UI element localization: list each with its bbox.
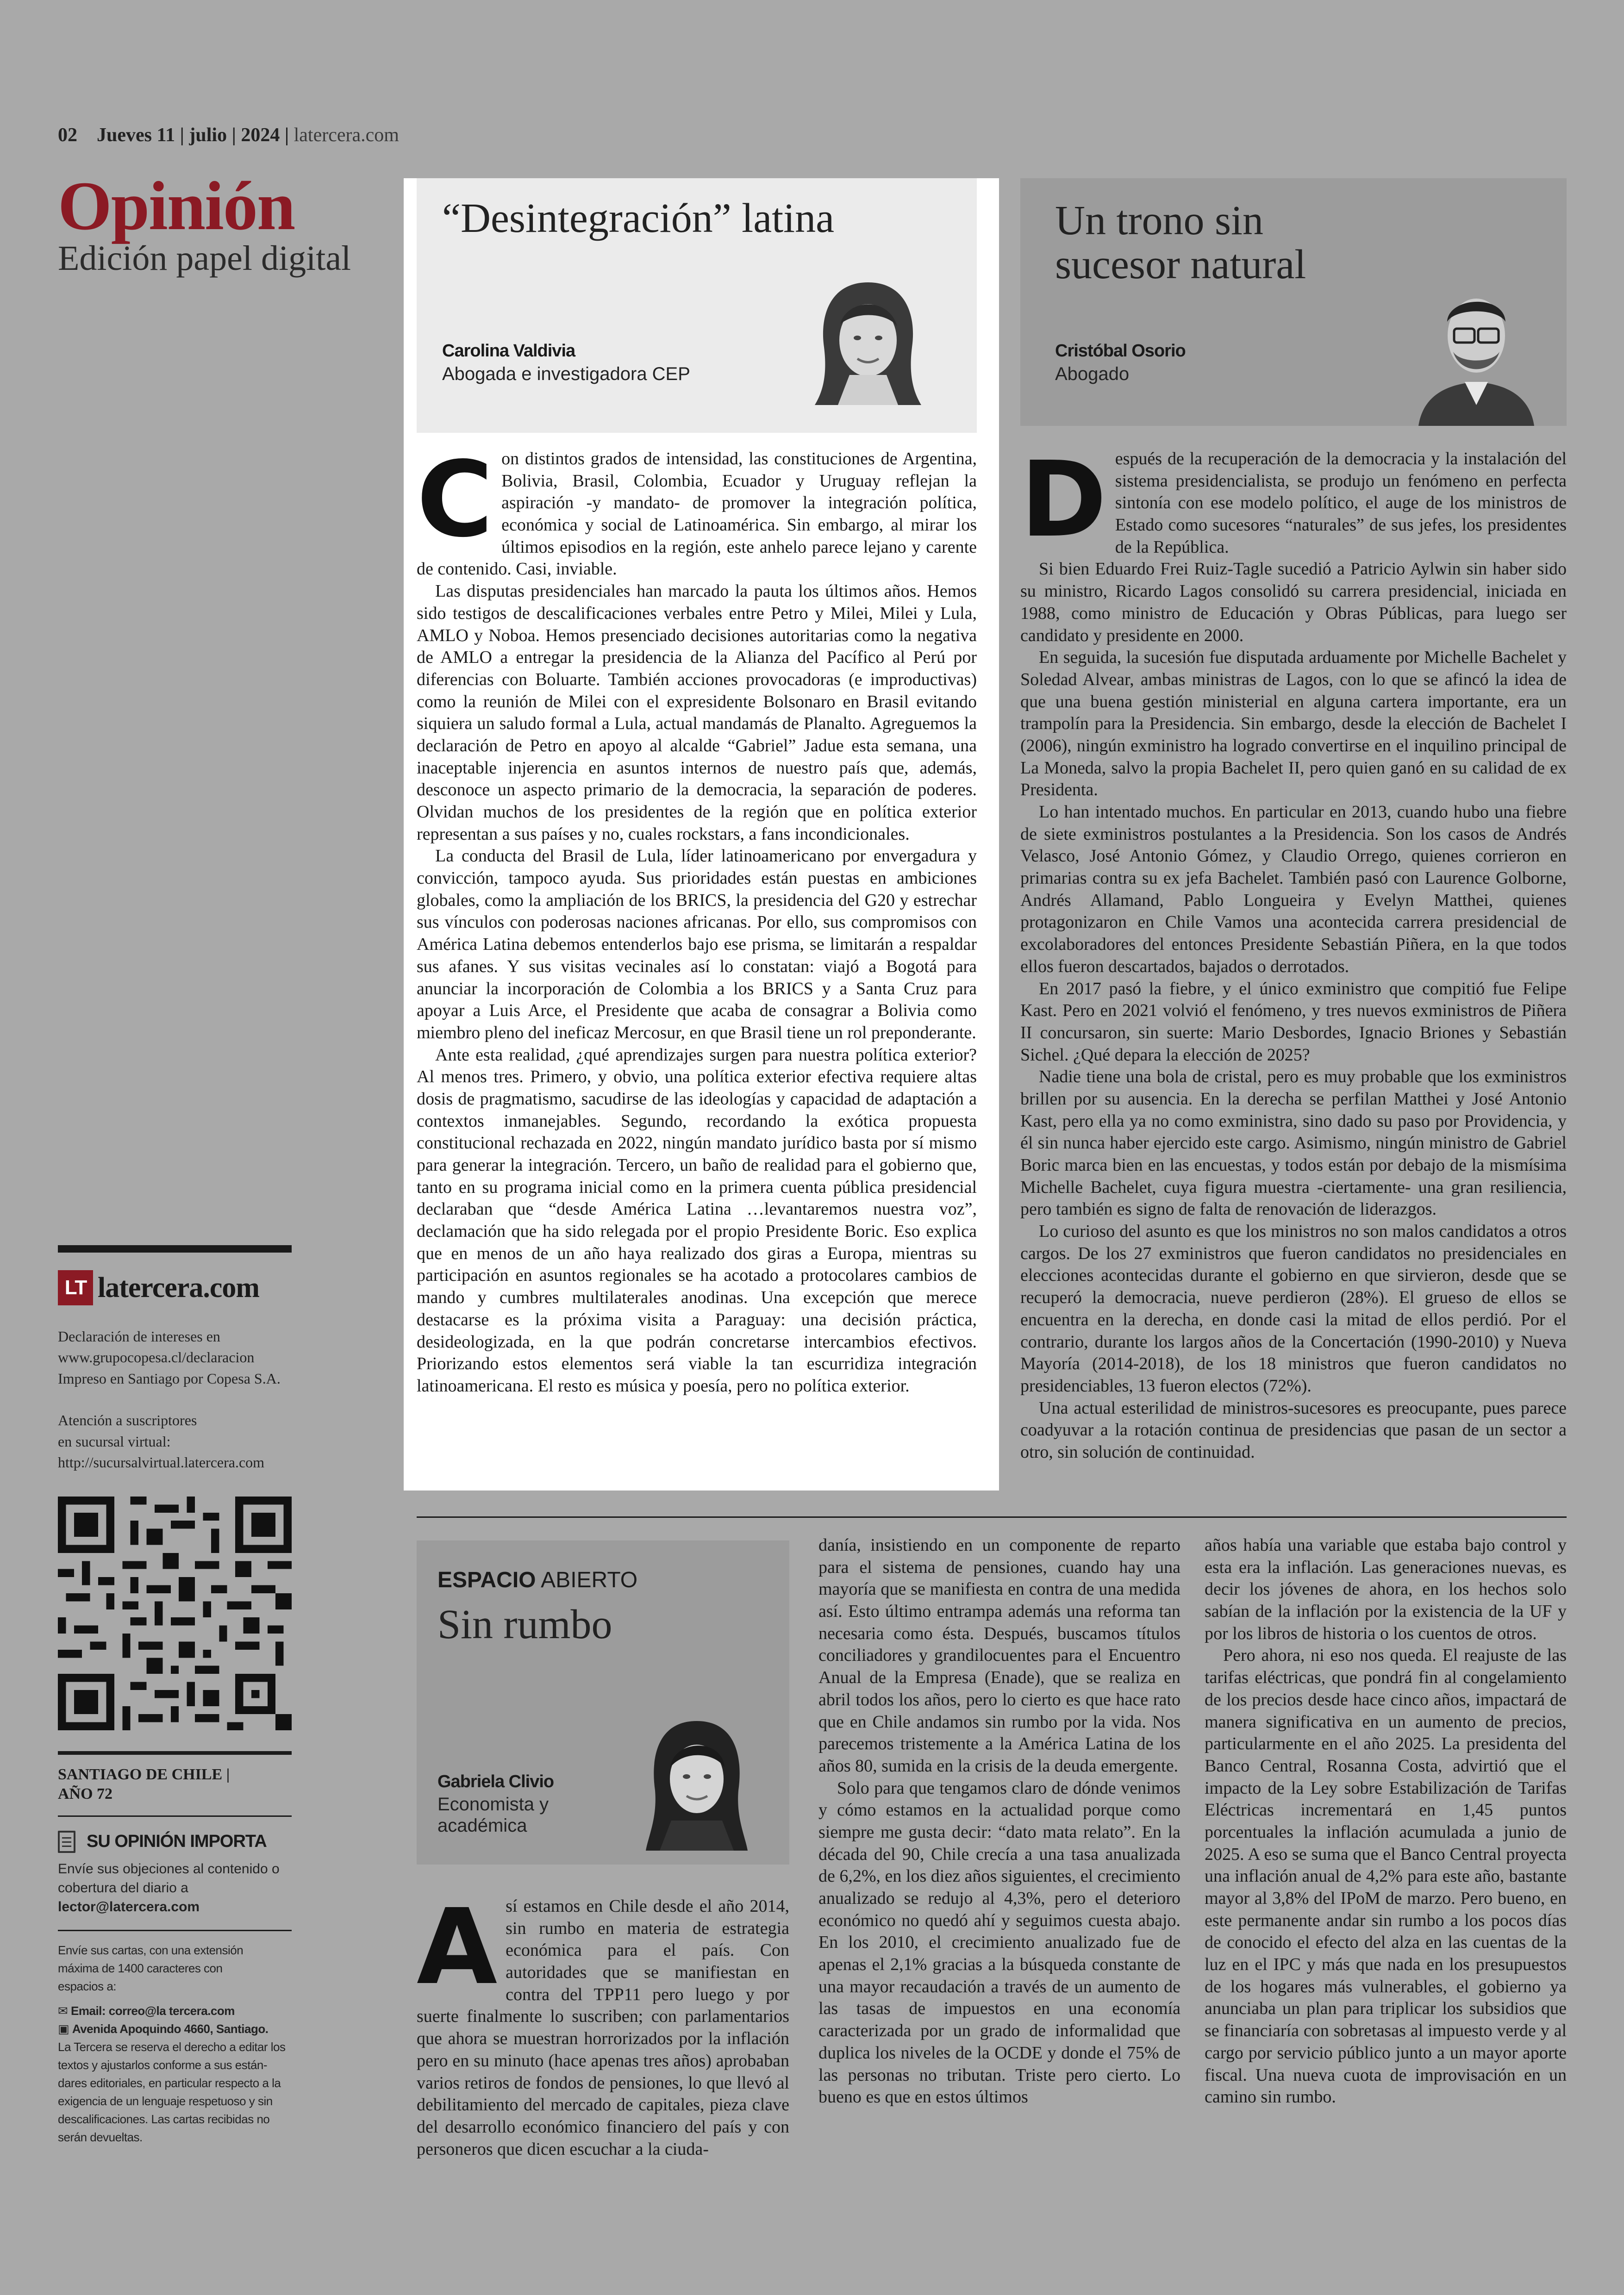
paragraph: espués de la recuperación de la democracia y la instalación del sistema presidencialista, se produjo un fenómeno en perfecta sintonía con ese modelo político, el auge de los ministros de Estado como sucesores “naturales” de sus jefes, los presidentes de la República. bbox=[1115, 449, 1567, 557]
location-block bbox=[58, 1765, 292, 1804]
side-line: La Tercera se reserva el derecho a editar los bbox=[58, 2039, 286, 2054]
opinion-text bbox=[58, 1859, 292, 1917]
opinion-heading bbox=[58, 1831, 292, 1853]
article-3-role bbox=[437, 1794, 549, 1836]
dropcap: A bbox=[417, 1887, 498, 2008]
subscriber-block bbox=[58, 1410, 292, 1473]
paragraph: Pero ahora, ni eso nos queda. El reajuste de las tarifas eléctricas, que pondrá fin al congelamiento de los precios desde hace cinco años, impactará de manera significativa en un aumento de precios, particularmente en el año 2025. La presidenta del Banco Central, Rosanna Costa, advirtió que el impacto de la Ley sobre Estabilización de Tarifas Eléctricas incrementará en 1,45 puntos porcentuales la inflación acumulada a junio de 2025. A eso se suma que el Banco Central proyecta una inflación anual de 4,2% para este año, bastante mayor al 3,8% del IPoM de marzo. Pero bueno, en este permanente andar sin rumbo a los pocos días de conocido el efecto del alza en las cuentas de la luz en el IPC y más que nada en los presupuestos de los hogares más vulnerables, el gobierno ya anunciaba un plan para triplicar los subsidios que se financiaría con sobretasas al impuesto verde y al cargo por servicio público junto a un mayor aporte fiscal. Una nueva cuota de improvisación en un camino sin rumbo. bbox=[1205, 1646, 1567, 2107]
article-2-headline bbox=[1055, 199, 1306, 287]
paragraph: Lo curioso del asunto es que los ministros no son malos candidatos a otros cargos. De los 27 exministros que fueron candidatos no presidenciales en elecciones acontecidas durante el gobierno en que sirvieron, desde que se recuperó la democracia, nueve perdieron (28%). El grueso de ellos se encuentra en la derecha, en donde casi la mitad de ellos perdió. Por el contrario, durante los largos años de la Concertación (1990-2010) y Nueva Mayoría (2014-2018), de los 18 ministros que fueron candidatos no presidenciables, 13 fueron electos (72%). bbox=[1020, 1222, 1567, 1396]
location-line: AÑO 72 bbox=[58, 1785, 113, 1803]
article-1-body bbox=[417, 439, 977, 1397]
dropcap: D bbox=[1020, 439, 1107, 561]
declaration-link[interactable]: www.grupocopesa.cl/declaracion bbox=[58, 1349, 255, 1366]
paragraph: Una actual esterilidad de ministros-sucesores es preocupante, pues parece coadyuvar a la rotación continua de presidencias que pasan de un sector a otro, sin solución de continuidad. bbox=[1020, 1398, 1567, 1462]
dateline: 02 Jueves 11 | julio | 2024 | latercera.com bbox=[58, 125, 399, 146]
article-3-kicker bbox=[437, 1567, 637, 1593]
article-2-author: Cristóbal Osorio bbox=[1055, 341, 1186, 361]
article-3-col-2 bbox=[818, 1534, 1181, 2108]
side-line: cobertura del diario a bbox=[58, 1880, 188, 1896]
side-line: Envíe sus cartas, con una extensión bbox=[58, 1943, 244, 1957]
kicker-rest: ABIERTO bbox=[541, 1568, 638, 1592]
paragraph: on distintos grados de intensidad, las constituciones de Argentina, Bolivia, Brasil, Colombia, Ecuador y Uruguay reflejan la aspiración -y mandato- de promover la integración política, económica y social de Latinoamérica. Sin embargo, al mirar los últimos episodios en la región, este anhelo parece lejano y carente de contenido. Casi, inviable. bbox=[417, 449, 977, 579]
article-3-headline: Sin rumbo bbox=[437, 1602, 612, 1647]
mailbox-icon: ▣ bbox=[58, 2021, 69, 2036]
paragraph: Si bien Eduardo Frei Ruiz-Tagle sucedió a Patricio Aylwin sin haber sido su ministro, Ricardo Lagos consolidó su carrera presidencial, iniciada en 1988, como ministro de Educación y Obras Públicas, para luego ser candidato y presidente en 2000. bbox=[1020, 559, 1567, 645]
opinion-label: SU OPINIÓN IMPORTA bbox=[87, 1832, 267, 1852]
article-1-author: Carolina Valdivia bbox=[442, 341, 575, 361]
paragraph: años había una variable que estaba bajo control y esta era la inflación. Las generaciones nuevas, es decir los jóvenes de ahora, en los hechos solo sabían de la inflación por la existencia de la UF y por los libros de historia o los cuentos de otros. bbox=[1205, 1535, 1567, 1643]
article-3-col-1 bbox=[417, 1887, 789, 2160]
article-3-author: Gabriela Clivio bbox=[437, 1772, 554, 1791]
address: Avenida Apoquindo 4660, Santiago. bbox=[72, 2021, 269, 2036]
side-line: exigencia de un lenguaje respetuoso y sin bbox=[58, 2094, 273, 2108]
article-1-header bbox=[417, 178, 977, 433]
paragraph: sí estamos en Chile desde el año 2014, sin rumbo en materia de estrategia económica para el país. Con autoridades que se manifiestan en contra del TPP11 pero luego y por suerte finalmente lo suscriben; con parlamentarios que ahora se muestran horrorizados por la inflación pero en su minuto (hace apenas tres años) aprobaban varios retiros de fondos de pensiones, lo que llevó al debilitamiento del mercado de capitales, pieza clave del desarrollo económico financiero del país y con personeros que dicen escuchar a la ciuda- bbox=[417, 1896, 789, 2159]
author-portrait-osorio bbox=[1409, 271, 1543, 426]
site-link[interactable]: latercera.com bbox=[294, 125, 399, 146]
side-line: dares editoriales, en particular respecto a la bbox=[58, 2076, 281, 2090]
headline-line: Un trono sin bbox=[1055, 198, 1263, 243]
paragraph: La conducta del Brasil de Lula, líder latinoamericano por envergadura y convicción, tampoco ayuda. Sus prioridades están puestas en ambiciones globales, como la ampliación de los BRICS, la presidencia del G20 y estrechar sus vínculos con poderosas naciones africanas. Por ello, sus compromisos con América Latina debemos entenderlos bajo ese prisma, se limitarán a respaldar sus afanes. Y sus visitas vecinales así lo constatan: viajó a Bogotá para anunciar la incorporación de Colombia a los BRICS y a Santa Cruz para apoyar a Luis Arce, el Presidente que acaba de consagrar a Bolivia como miembro pleno del ineficaz Mercosur, en que Brasil tiene un rol preponderante. bbox=[417, 846, 977, 1042]
document-icon bbox=[58, 1831, 75, 1853]
letters-info bbox=[58, 1941, 292, 2146]
side-line: en sucursal virtual: bbox=[58, 1433, 171, 1450]
qr-code-icon[interactable] bbox=[58, 1497, 292, 1730]
date-month: julio bbox=[189, 125, 227, 146]
email-row bbox=[58, 2002, 292, 2020]
article-1-headline: “Desintegración” latina bbox=[442, 195, 835, 241]
paragraph: Solo para que tengamos claro de dónde venimos y cómo estamos en la actualidad porque como siempre me gusta decir: “dato mata relato”. En la década del 90, Chile crecía a una tasa anualizada de 6,2%, en los diez años siguientes, el crecimiento anualizado se redujo al 4,3%, pero el deterioro económico no quedó ahí y seguimos cuesta abajo. En los 2010, el crecimiento anualizado fue de apenas el 2,1% gracias a la búsqueda constante de una mayor recaudación a través de un aumento de las tasas de impuestos en una economía caracterizada por un grado de informalidad que duplica los niveles de la OCDE y donde el 75% de las personas no tributan. Triste pero cierto. Lo bueno es que en estos últimos bbox=[818, 1778, 1181, 2107]
paragraph: En seguida, la sucesión fue disputada arduamente por Michelle Bachelet y Soledad Alvear, ambas ministras de Lagos, con lo que se afincó la idea de que una buena gestión ministerial en alguna cartera importante, era un trampolín para la Presidencia. Sin embargo, desde la elección de Bachelet I (2006), ningún exministro ha logrado convertirse en el inquilino principal de La Moneda, salvo la propia Bachelet II, pero quien ganó en su calidad de ex Presidenta. bbox=[1020, 648, 1567, 800]
page-number: 02 bbox=[58, 125, 77, 146]
role-line: académica bbox=[437, 1815, 527, 1836]
side-line: textos y ajustarlos conforme a sus están- bbox=[58, 2058, 268, 2072]
article-3-col-3 bbox=[1205, 1534, 1567, 2108]
sidebar-rule bbox=[58, 1245, 292, 1253]
article-2-body bbox=[1020, 439, 1567, 1464]
side-line: Atención a suscriptores bbox=[58, 1412, 197, 1429]
date-day: Jueves 11 bbox=[97, 125, 175, 146]
article-3-header bbox=[417, 1540, 789, 1865]
paragraph: En 2017 pasó la fiebre, y el único exministro que compitió fue Felipe Kast. Pero en 2021 volvió el fenómeno, y tres nuevos exministros de Piñera II concursaron, sin suerte: Mario Desbordes, Ignacio Briones y Sebastián Sichel. ¿Qué depara la elección de 2025? bbox=[1020, 979, 1567, 1065]
section-title: Opinión bbox=[58, 168, 295, 244]
side-line: serán devueltas. bbox=[58, 2130, 143, 2144]
lt-logo-icon: LT bbox=[58, 1270, 93, 1305]
kicker-bold: ESPACIO bbox=[437, 1568, 536, 1592]
letters-email-link[interactable]: Email: correo@la tercera.com bbox=[71, 2003, 235, 2018]
date-year: 2024 bbox=[241, 125, 280, 146]
role-line: Economista y bbox=[437, 1794, 549, 1815]
paragraph: Ante esta realidad, ¿qué aprendizajes surgen para nuestra política exterior? Al menos tres. Primero, y obvio, una política exterior efectiva requiere altas dosis de pragmatismo, sacudirse de las ideologías y capacidad de adaptación a contextos inmanejables. Segundo, recordando la exótica propuesta constitucional rechazada en 2022, ningún mandato jurídico basta por sí mismo para generar la integración. Tercero, un baño de realidad para el gobierno que, tanto en su programa inicial como en la primera cuenta pública presidencial declaraban que “desde América Latina …levantaremos nuestra voz”, declamación que ha sido relegada por el propio Presidente Boric. Eso explica que en menos de un año haya realizado dos giras a Europa, mientras su participación en asuntos regionales se ha acotado a protocolares cambios de mando y cumbres multilaterales anodinas. Una excepción que merece destacarse es la próxima visita a Paraguay: una decisión práctica, desideologizada, en la que podrán concretarse intercambios efectivos. Priorizando estos elementos será viable la tan escurridiza integración latinoamericana. El resto es música y poesía, pero no política exterior. bbox=[417, 1045, 977, 1396]
dropcap: C bbox=[417, 439, 493, 561]
paragraph: danía, insistiendo en un componente de reparto para el sistema de pensiones, cuando hay una mayoría que se manifiesta en contra de una medida así. Esto último entrampa además una reforma tan necesaria como ésta. Después, buscamos títulos conciliadores y grandilocuentes para el Encuentro Anual de la Empresa (Enade), que se realiza en abril todos los años, pero lo cierto es que hace rato que en Chile andamos sin rumbo por la vida. Nos parecemos tristemente a la América Latina de los años 80, sumida en la crisis de la deuda emergente. bbox=[818, 1535, 1181, 1776]
side-line: descalificaciones. Las cartas recibidas no bbox=[58, 2112, 270, 2126]
sidebar-rule bbox=[58, 1930, 292, 1931]
section-divider bbox=[417, 1516, 1567, 1518]
article-1-role: Abogada e investigadora CEP bbox=[442, 364, 690, 384]
sidebar-rule bbox=[58, 1815, 292, 1817]
side-line: Envíe sus objeciones al contenido o bbox=[58, 1861, 280, 1877]
side-line: Impreso en Santiago por Copesa S.A. bbox=[58, 1370, 281, 1387]
declaration-block bbox=[58, 1326, 292, 1389]
article-2-role: Abogado bbox=[1055, 364, 1130, 384]
brand[interactable] bbox=[58, 1270, 292, 1305]
envelope-icon: ✉ bbox=[58, 2003, 68, 2018]
paragraph: Lo han intentado muchos. En particular en 2013, cuando hubo una fiebre de siete exministros postulantes a la Presidencia. Son los casos de Andrés Velasco, José Antonio Gómez, y Claudio Orrego, quienes corrieron en primarias contra su ex jefa Bachelet. También pasó con Laurence Golborne, Andrés Allamand, Pablo Longueira y Evelyn Matthei, quienes protagonizaron en Chile Vamos una acontecida carrera presidencial de excolaboradores del entonces Presidente Sebastián Piñera, en la que todos ellos fueron descartados, bajados o derrotados. bbox=[1020, 802, 1567, 976]
opinion-email-link[interactable]: lector@latercera.com bbox=[58, 1899, 200, 1915]
location-line: SANTIAGO DE CHILE | bbox=[58, 1765, 230, 1783]
sidebar bbox=[58, 1245, 292, 2146]
headline-line: sucesor natural bbox=[1055, 241, 1306, 287]
author-portrait-valdivia bbox=[806, 278, 931, 405]
author-portrait-clivio bbox=[634, 1712, 759, 1851]
subscriber-link[interactable]: http://sucursalvirtual.latercera.com bbox=[58, 1454, 265, 1471]
side-line: espacios a: bbox=[58, 1979, 117, 1993]
article-2-header bbox=[1020, 178, 1567, 426]
sidebar-rule bbox=[58, 1751, 292, 1755]
brand-name: latercera.com bbox=[98, 1272, 260, 1303]
address-row bbox=[58, 2020, 292, 2038]
side-line: máxima de 1400 caracteres con bbox=[58, 1961, 223, 1975]
side-line: Declaración de intereses en bbox=[58, 1328, 220, 1345]
section-subtitle: Edición papel digital bbox=[58, 239, 351, 278]
paragraph: Nadie tiene una bola de cristal, pero es muy probable que los exministros brillen por su ausencia. En la derecha se perfilan Matthei y José Antonio Kast, pero ella ya no como exministra, sino dado su paso por Providencia, y él sin nunca haber ejercido este cargo. Asimismo, ningún ministro de Gabriel Boric marca bien en las encuestas, y todos están por debajo de la mismísima Michelle Bachelet, cuya figura muestra -ciertamente- una gran resiliencia, pero también es signo de falta de renovación de liderazgos. bbox=[1020, 1067, 1567, 1219]
paragraph: Las disputas presidenciales han marcado la pauta los últimos años. Hemos sido testigos de descalificaciones verbales entre Petro y Milei, Milei y Lula, AMLO y Noboa. Hemos presenciado decisiones autoritarias como la negativa de AMLO a entregar la presidencia de la Alianza del Pacífico al Perú por diferencias con Boluarte. También acciones provocadoras (e improductivas) como la reunión de Milei con el expresidente Bolsonaro en Brasil evitando siquiera un saludo formal a Lula, actual mandamás de Planalto. Agreguemos la declaración de Petro en apoyo al alcalde “Gabriel” Jadue esta semana, una inaceptable injerencia en asuntos internos de nuestro país que, además, desconoce un aspecto primario de la democracia, la separación de poderes. Olvidan muchos de los presidentes de la región que en política exterior representan a sus países y no, cuales rockstars, a fans incondicionales. bbox=[417, 581, 977, 844]
